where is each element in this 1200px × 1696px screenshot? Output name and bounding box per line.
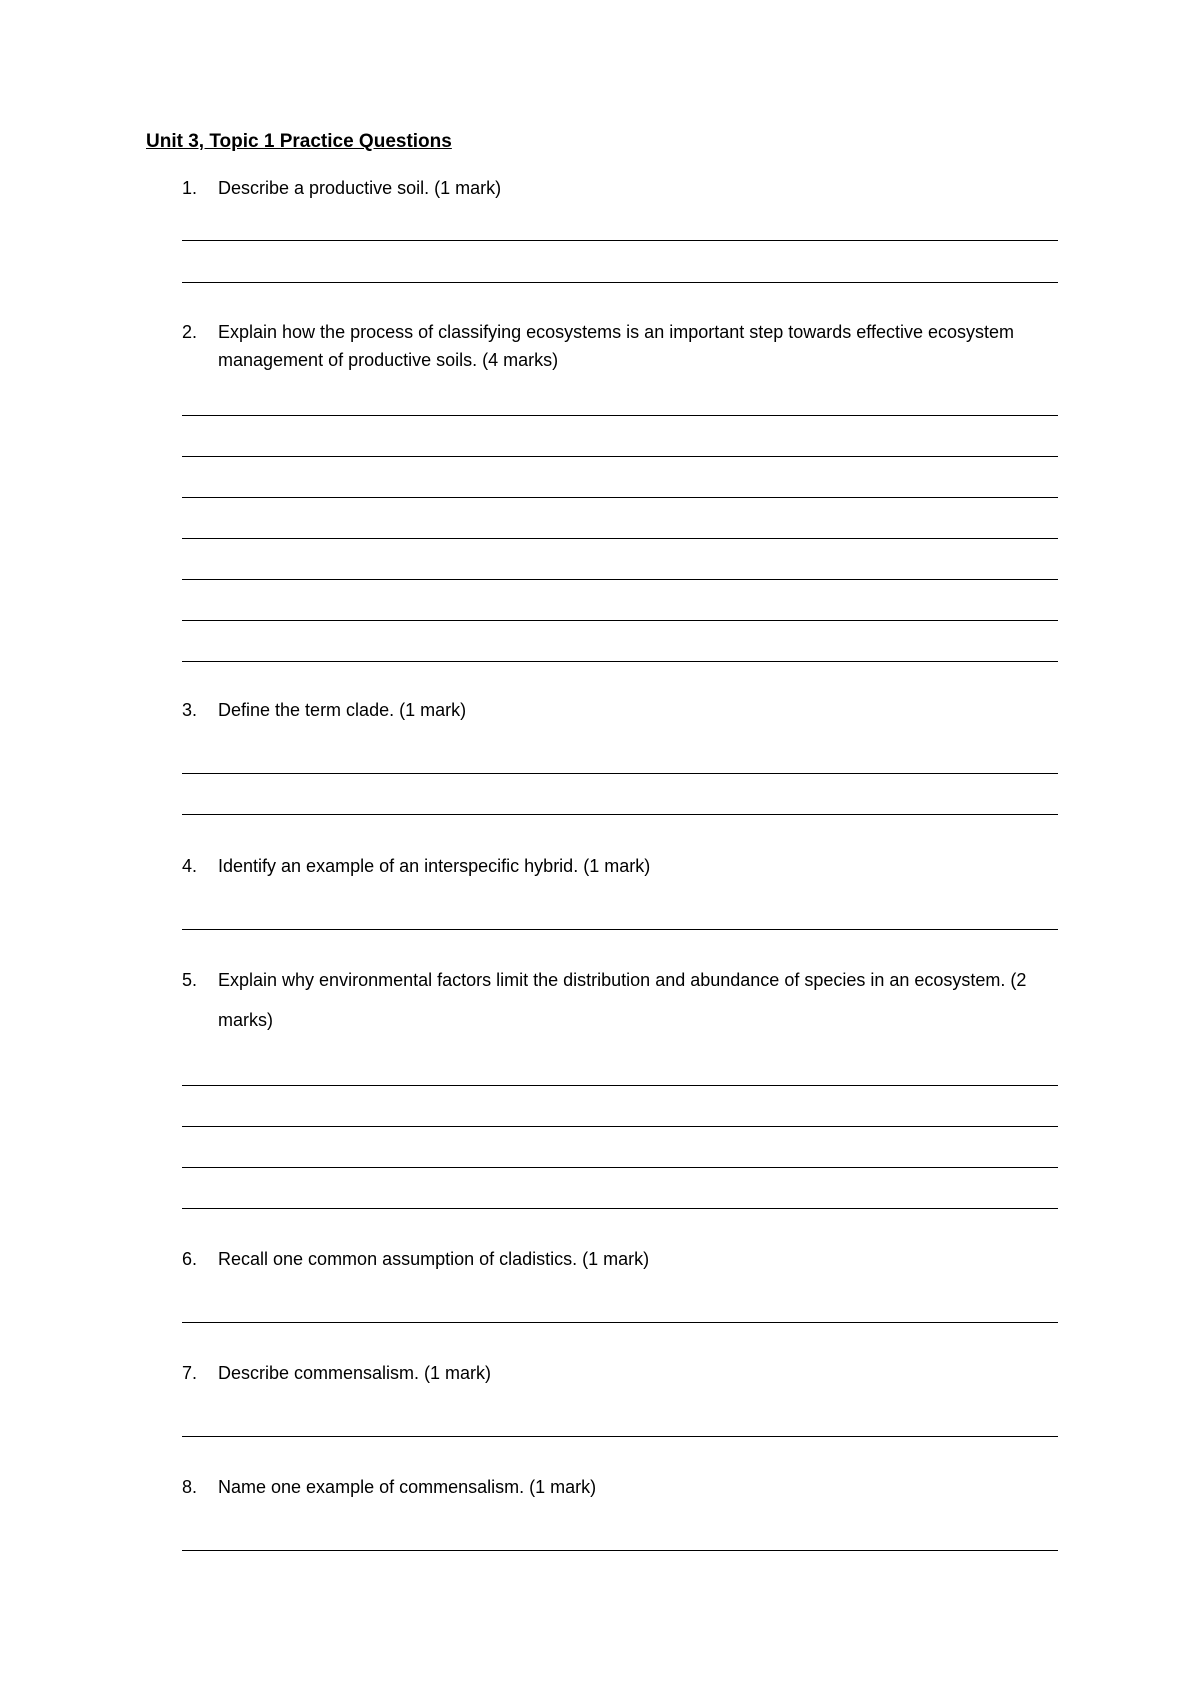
question-text: Describe a productive soil. (1 mark) (218, 178, 502, 198)
answer-line[interactable] (182, 620, 1058, 621)
answer-line[interactable] (182, 497, 1058, 498)
question-text: Describe commensalism. (1 mark) (218, 1363, 492, 1383)
answer-line[interactable] (182, 929, 1058, 930)
question-text: Define the term clade. (1 mark) (218, 700, 467, 720)
question-number: 8. (182, 1477, 198, 1497)
question-number: 1. (182, 178, 198, 198)
question-3 (182, 696, 1062, 724)
answer-line[interactable] (182, 661, 1058, 662)
question-text: Recall one common assumption of cladistics. (1 mark) (218, 1249, 650, 1269)
question-7 (182, 1359, 1062, 1387)
answer-line[interactable] (182, 579, 1058, 580)
question-4 (182, 852, 1062, 880)
answer-line[interactable] (182, 282, 1058, 283)
question-number: 2. (182, 322, 198, 342)
question-number: 7. (182, 1363, 198, 1383)
page-title: Unit 3, Topic 1 Practice Questions (146, 131, 452, 152)
question-text: Identify an example of an interspecific hybrid. (1 mark) (218, 856, 651, 876)
answer-line[interactable] (182, 240, 1058, 241)
answer-line[interactable] (182, 1322, 1058, 1323)
answer-line[interactable] (182, 1126, 1058, 1127)
answer-line[interactable] (182, 415, 1058, 416)
question-2 (182, 318, 1062, 374)
question-6 (182, 1245, 1062, 1273)
question-number: 5. (182, 970, 198, 990)
answer-line[interactable] (182, 538, 1058, 539)
question-number: 4. (182, 856, 198, 876)
answer-line[interactable] (182, 456, 1058, 457)
question-5 (182, 960, 1062, 1040)
answer-line[interactable] (182, 1085, 1058, 1086)
question-number: 3. (182, 700, 198, 720)
question-1 (182, 174, 1062, 202)
question-number: 6. (182, 1249, 198, 1269)
answer-line[interactable] (182, 773, 1058, 774)
question-8 (182, 1473, 1062, 1501)
answer-line[interactable] (182, 1436, 1058, 1437)
question-text: Explain why environmental factors limit the distribution and abundance of species in an ecosystem. (2 marks) (218, 970, 1027, 1030)
question-text: Explain how the process of classifying ecosystems is an important step towards effective ecosystem management of productive soils. (4 marks) (218, 322, 1015, 370)
answer-line[interactable] (182, 814, 1058, 815)
answer-line[interactable] (182, 1208, 1058, 1209)
answer-line[interactable] (182, 1167, 1058, 1168)
answer-line[interactable] (182, 1550, 1058, 1551)
question-text: Name one example of commensalism. (1 mark) (218, 1477, 597, 1497)
